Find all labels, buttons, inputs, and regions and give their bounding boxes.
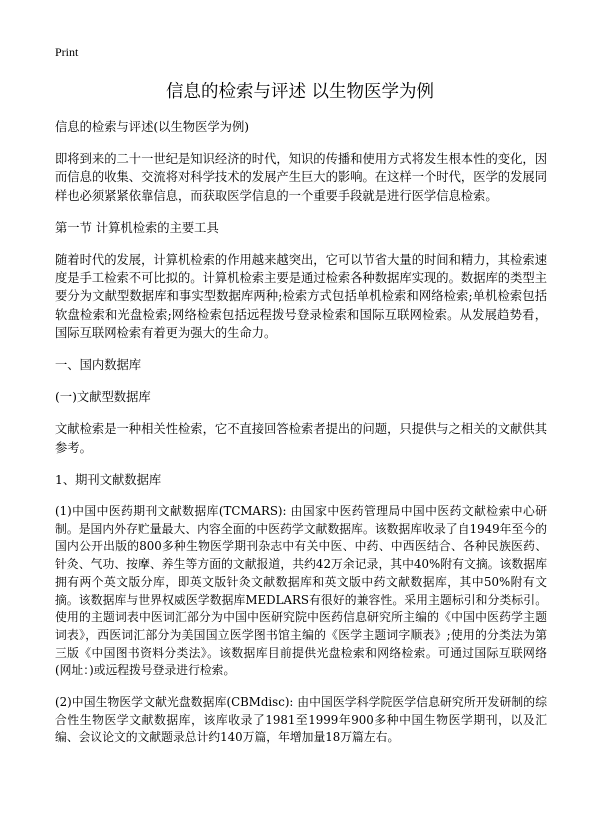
- literature-paragraph: 文献检索是一种相关性检索，它不直接回答检索者提出的问题，只提供与之相关的文献供其参考。: [55, 422, 547, 455]
- tcmars-paragraph: (1)中国中医药期刊文献数据库(TCMARS): 由国家中医药管理局中国中医药文献检索中心研制。是国内外存贮量最大、内容全面的中医药学文献数据库。该数据库收录了自1949年至今的国内公开出版的800多种生物医学期刊杂志中有关中医、中药、中西医结合、各种民族医药、针灸、气功、按摩、养生等方面的文献报道，共约42万余记录，其中40%附有文摘。该数据库拥有两个英文版分库，即英文版针灸文献数据库和英文版中药文献数据库，其中50%附有文摘。该数据库与世界权威医学数据库MEDLARS有很好的兼容性。采用主题标引和分类标引。使用的主题词表中医词汇部分为中国中医研究院中医药信息研究所主编的《中国中医药学主题词表》，西医词汇部分为美国国立医学图书馆主编的《医学主题词字顺表》;使用的分类法为第三版《中国图书资料分类法》。该数据库目前提供光盘检索和网络检索。可通过国际互联网络(网址：)或远程拨号登录进行检索。: [55, 504, 547, 678]
- cbmdisc-paragraph: (2)中国生物医学文献光盘数据库(CBMdisc): 由中国医学科学院医学信息研究所开发研制的综合性生物医学文献数据库，该库收录了1981至1999年900多种中国生物医学期刊，以及汇编、会议论文的文献题录总计约140万篇，年增加量18万篇左右。: [55, 695, 547, 745]
- subtitle-heading: 信息的检索与评述(以生物医学为例): [55, 120, 250, 134]
- page-title: 信息的检索与评述 以生物医学为例: [165, 82, 435, 102]
- subsection-heading: 一、国内数据库: [55, 358, 142, 373]
- journal-db-heading: 1、期刊文献数据库: [55, 472, 162, 487]
- subsection-heading-2: (一)文献型数据库: [55, 390, 151, 405]
- intro-paragraph: 即将到来的二十一世纪是知识经济的时代，知识的传播和使用方式将发生根本性的变化，因而信息的收集、交流将对科学技术的发展产生巨大的影响。在这样一个时代，医学的发展同样也必须紧紧依靠信息，而获取医学信息的一个重要手段就是进行医学信息检索。: [55, 152, 547, 203]
- section-heading: 第一节 计算机检索的主要工具: [55, 220, 219, 235]
- section-paragraph: 随着时代的发展，计算机检索的作用越来越突出，它可以节省大量的时间和精力，其检索速度是手工检索不可比拟的。计算机检索主要是通过检索各种数据库实现的。数据库的类型主要分为文献型数据库和事实型数据库两种;检索方式包括单机检索和网络检索;单机检索包括软盘检索和光盘检索;网络检索包括远程拨号登录检索和国际互联网检索。从发展趋势看，国际互联网检索有着更为强大的生命力。: [55, 253, 547, 340]
- article-body: [55, 118, 547, 761]
- print-link[interactable]: Print: [55, 45, 79, 59]
